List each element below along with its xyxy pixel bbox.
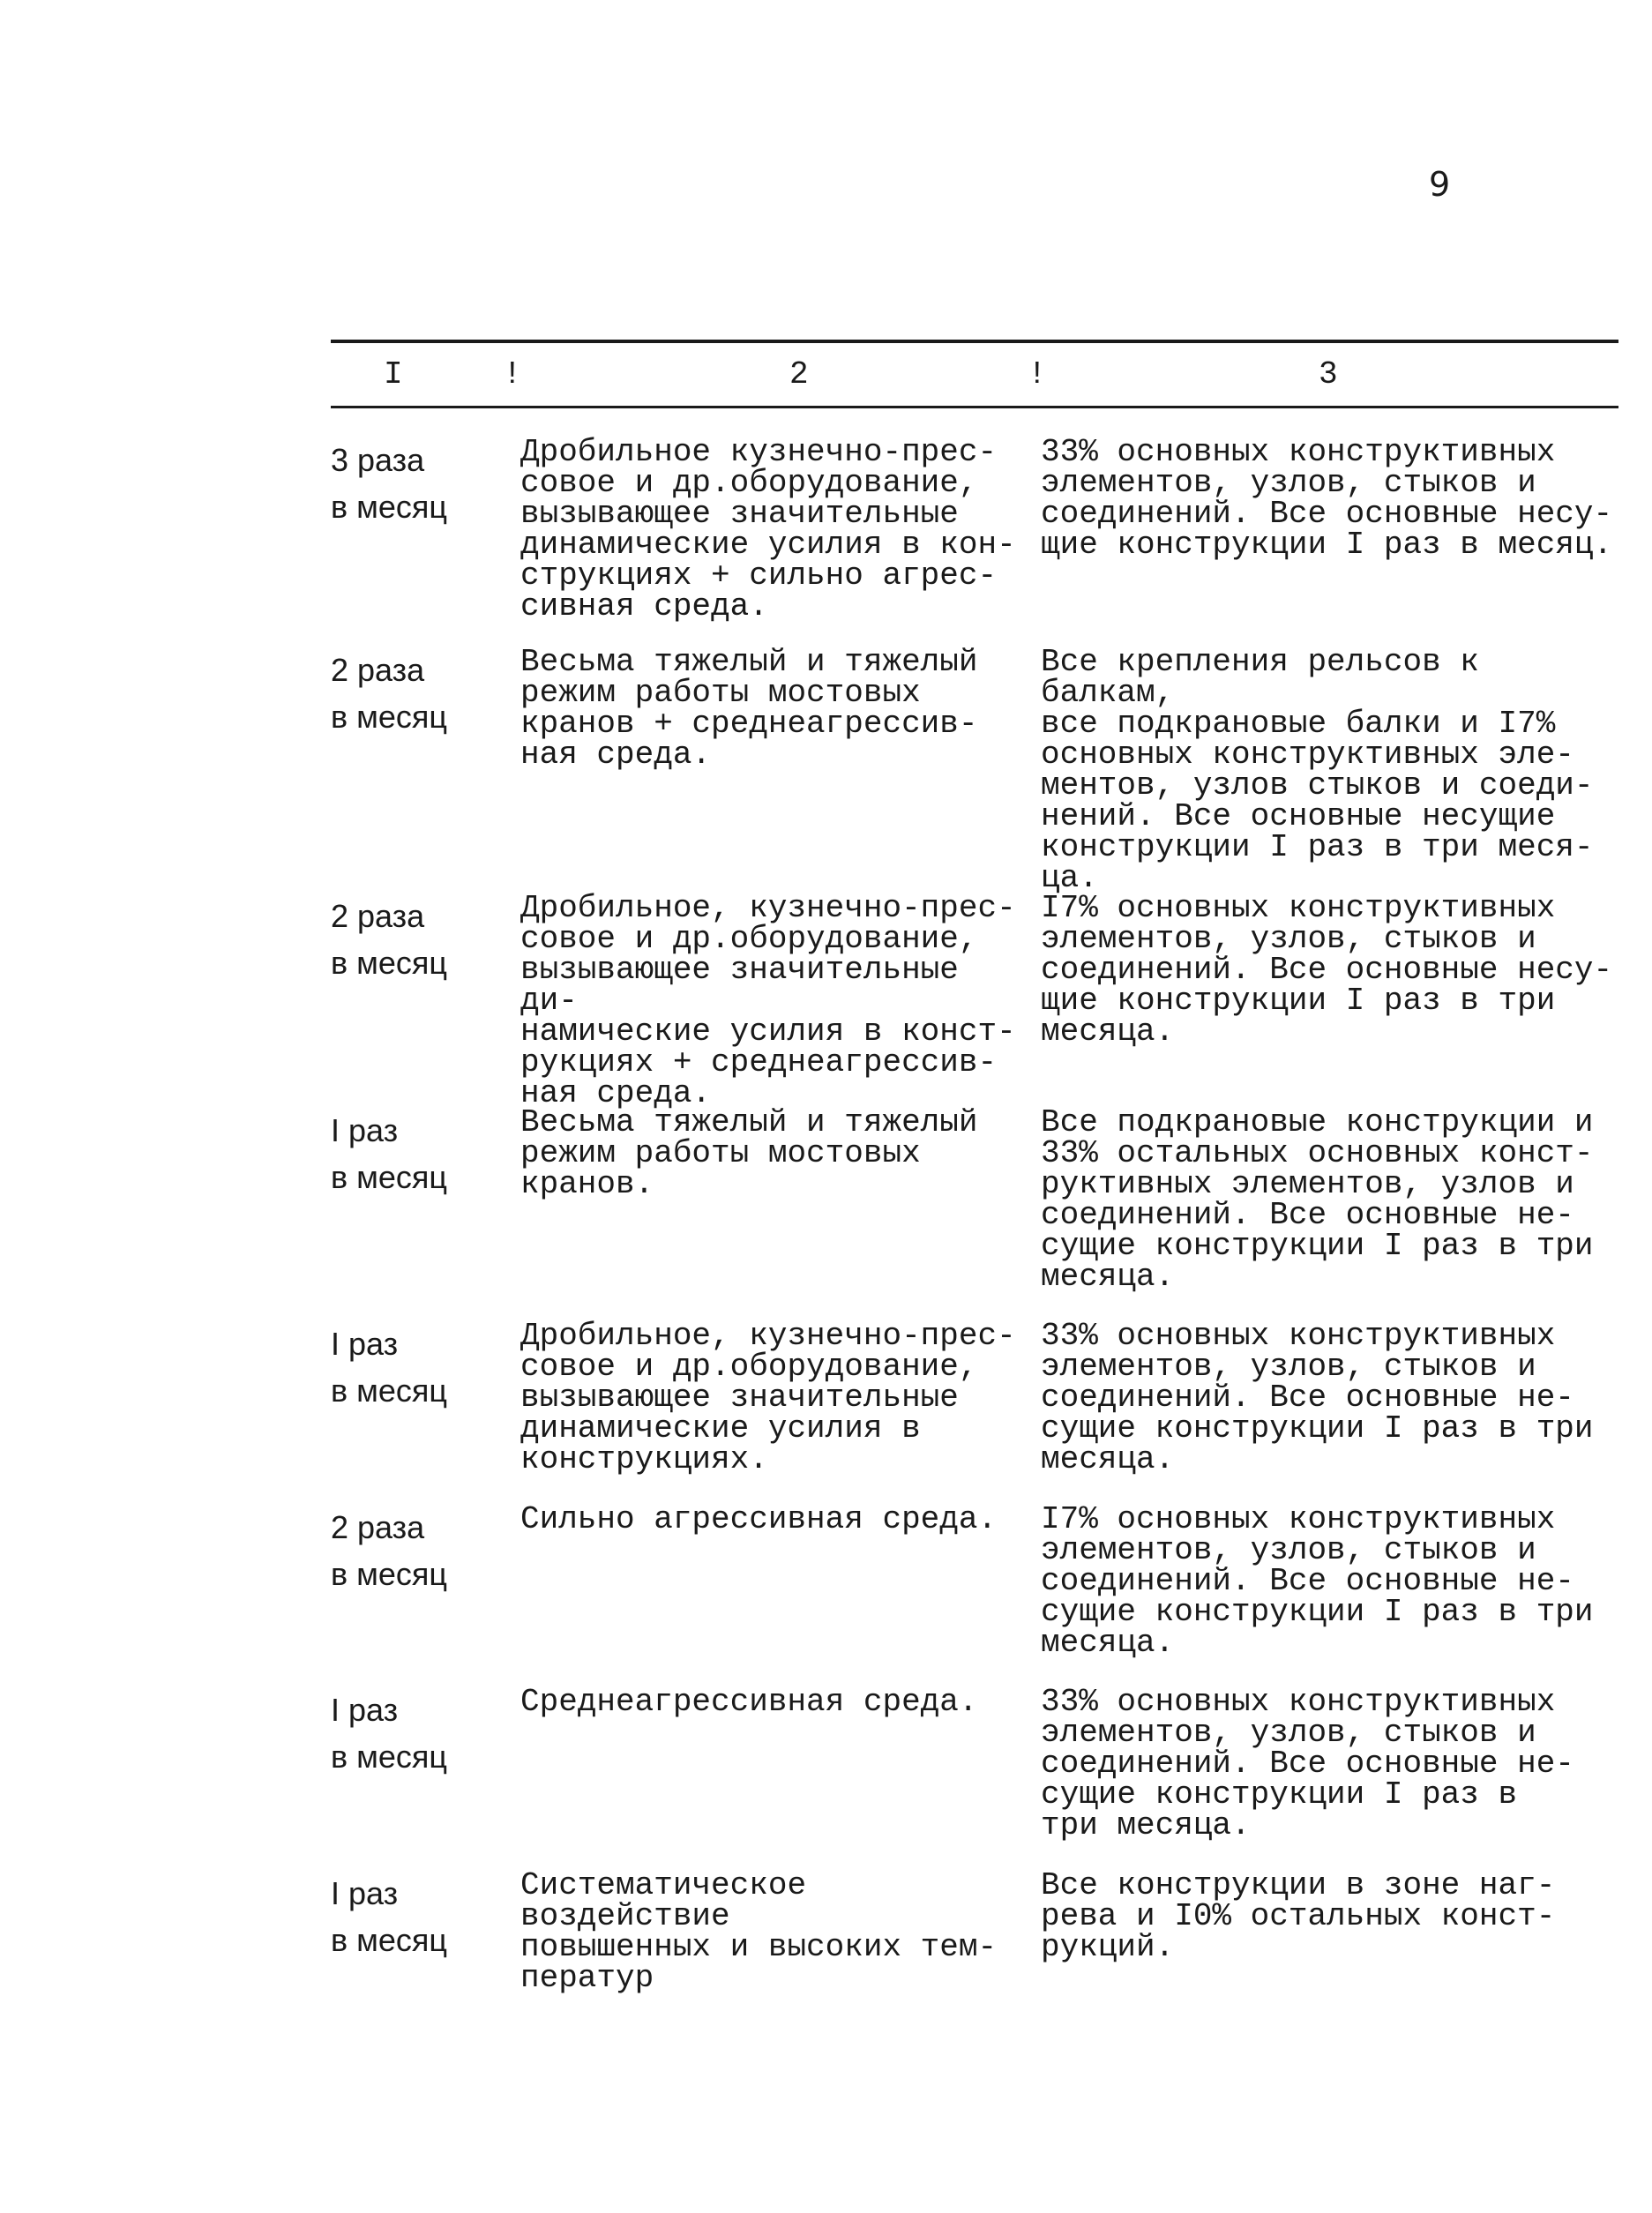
equipment-cell: Дробильное, кузнечно-прес- совое и др.оборудование, вызывающее значительные динамические усилия в конструкциях. <box>520 1318 1016 1477</box>
scope-cell: 33% основных конструктивных элементов, узлов, стыков и соединений. Все основные несу- щие конструкции I раз в месяц. <box>1041 434 1613 563</box>
frequency-count: 3 раза <box>331 442 425 478</box>
frequency-period: в месяц <box>331 945 448 981</box>
frequency-cell <box>331 1504 507 1597</box>
frequency-cell <box>331 1870 507 1963</box>
scope-cell: I7% основных конструктивных элементов, узлов, стыков и соединений. Все основные несу- щие конструкции I раз в три месяца. <box>1041 890 1613 1050</box>
equipment-cell: Систематическое воздействие повышенных и высоких тем- ператур <box>520 1867 998 1996</box>
scope-cell: Все крепления рельсов к балкам, все подкрановые балки и I7% основных конструктивных эле- ментов, узлов стыков и соеди- нений. Все основные несущие конструкции I раз в три меся- ца. <box>1041 644 1594 896</box>
table-header-rule <box>331 406 1618 408</box>
frequency-period: в месяц <box>331 1372 448 1409</box>
frequency-count: I раз <box>331 1326 399 1362</box>
frequency-period: в месяц <box>331 1556 448 1592</box>
frequency-cell <box>331 437 507 530</box>
equipment-cell: Весьма тяжелый и тяжелый режим работы мостовых кранов. <box>520 1104 978 1202</box>
table-header <box>331 357 1618 393</box>
frequency-count: 2 раза <box>331 652 425 688</box>
frequency-count: 2 раза <box>331 898 425 934</box>
frequency-period: в месяц <box>331 1922 448 1958</box>
equipment-cell: Весьма тяжелый и тяжелый режим работы мостовых кранов + среднеагрессив- ная среда. <box>520 644 978 773</box>
equipment-cell: Дробильное кузнечно-прес- совое и др.оборудование, вызывающее значительные динамические усилия в кон- струкциях + сильно агрес- сивная среда. <box>520 434 1016 624</box>
scope-cell: Все подкрановые конструкции и 33% остальных основных конст- руктивных элементов, узлов и соединений. Все основные не- сущие конструкции I раз в три месяца. <box>1041 1104 1594 1295</box>
scope-cell: 33% основных конструктивных элементов, узлов, стыков и соединений. Все основные не- сущие конструкции I раз в три месяца. <box>1041 1684 1574 1843</box>
scope-cell: Все конструкции в зоне наг- рева и I0% остальных конст- рукций. <box>1041 1867 1556 1965</box>
frequency-period: в месяц <box>331 489 448 525</box>
frequency-cell <box>331 1686 507 1780</box>
header-col-1: I <box>384 356 403 393</box>
frequency-period: в месяц <box>331 1738 448 1775</box>
frequency-cell <box>331 893 507 986</box>
frequency-count: I раз <box>331 1112 399 1148</box>
header-separator-1: ! <box>503 356 522 393</box>
frequency-cell <box>331 1107 507 1200</box>
header-col-2: 2 <box>789 356 809 393</box>
frequency-count: 2 раза <box>331 1509 425 1545</box>
frequency-cell <box>331 1320 507 1414</box>
scope-cell: I7% основных конструктивных элементов, узлов, стыков и соединений. Все основные не- сущие конструкции I раз в три месяца. <box>1041 1501 1594 1661</box>
frequency-count: I раз <box>331 1692 399 1728</box>
frequency-period: в месяц <box>331 699 448 735</box>
header-separator-2: ! <box>1028 356 1047 393</box>
frequency-count: I раз <box>331 1875 399 1911</box>
equipment-cell: Сильно агрессивная среда. <box>520 1501 998 1537</box>
equipment-cell: Дробильное, кузнечно-прес- совое и др.оборудование, вызывающее значительные ди- намические усилия в конст- рукциях + среднеагрессив- ная среда. <box>520 890 1016 1111</box>
table-top-rule <box>331 340 1618 343</box>
page-number: 9 <box>1429 165 1451 204</box>
frequency-period: в месяц <box>331 1159 448 1195</box>
frequency-cell <box>331 647 507 740</box>
header-col-3: 3 <box>1319 356 1338 393</box>
scope-cell: 33% основных конструктивных элементов, узлов, стыков и соединений. Все основные не- сущие конструкции I раз в три месяца. <box>1041 1318 1594 1477</box>
equipment-cell: Среднеагрессивная среда. <box>520 1684 978 1720</box>
